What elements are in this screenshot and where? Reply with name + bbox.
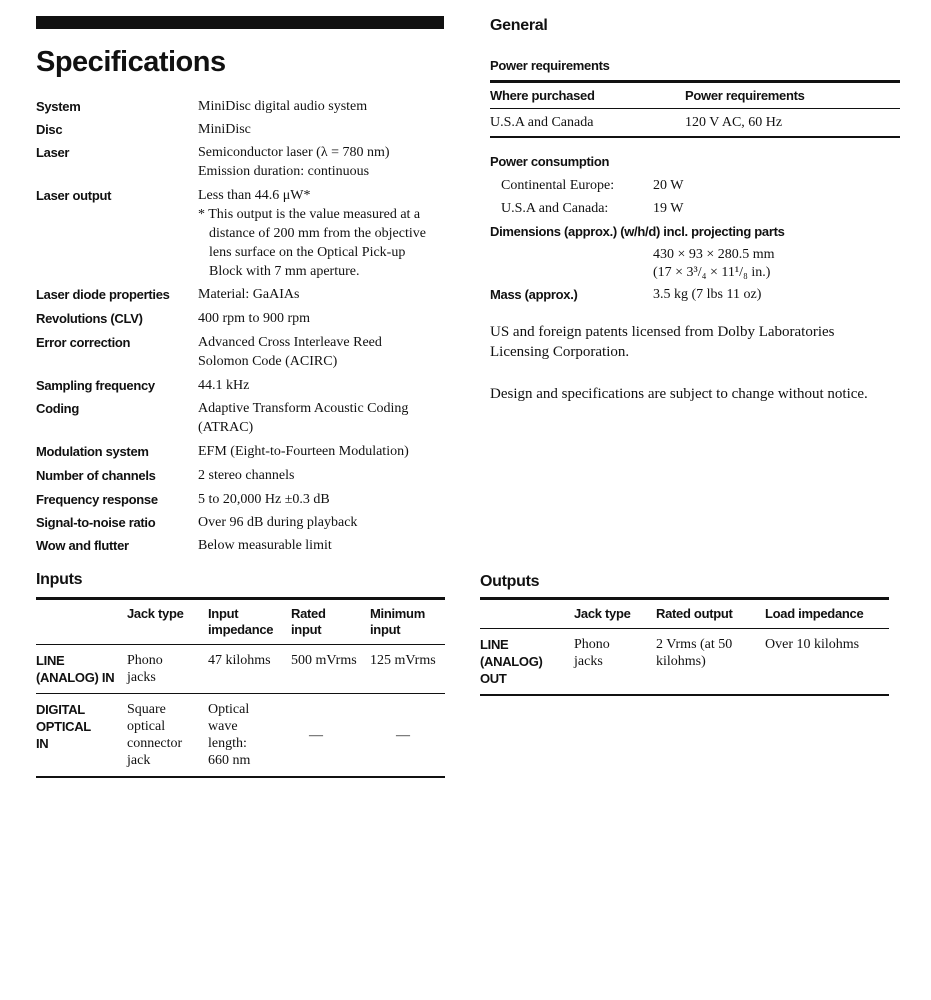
spec-row-coding bbox=[36, 399, 444, 437]
table-row bbox=[36, 694, 445, 778]
spec-value bbox=[198, 285, 450, 304]
spec-label: Error correction bbox=[36, 335, 131, 350]
region-label: U.S.A and Canada: bbox=[501, 201, 609, 216]
spec-value-line: Material: GaAIAs bbox=[198, 287, 300, 302]
spec-value bbox=[198, 399, 450, 437]
title-rule bbox=[36, 16, 444, 29]
cell-text: Phono jacks bbox=[574, 637, 610, 669]
outputs-header-cell bbox=[480, 599, 574, 629]
spec-value-line: (ATRAC) bbox=[198, 420, 254, 435]
spec-label: Coding bbox=[36, 401, 79, 416]
table-cell: Over 10 kilohms bbox=[765, 637, 860, 652]
header-input-impedance: Input impedance bbox=[208, 606, 274, 637]
power-header-cell: Where purchased bbox=[490, 88, 595, 103]
dimensions-values bbox=[653, 246, 900, 282]
header-rated-input: Rated input bbox=[291, 606, 326, 637]
spec-label: Disc bbox=[36, 122, 63, 137]
spec-value-line: 5 to 20,000 Hz ±0.3 dB bbox=[198, 492, 330, 507]
spec-label: Signal-to-noise ratio bbox=[36, 515, 156, 530]
inputs-heading: Inputs bbox=[36, 571, 83, 588]
spec-value-line: Emission duration: continuous bbox=[198, 164, 370, 179]
table-cell: U.S.A and Canada bbox=[490, 115, 594, 130]
spec-value-line: Below measurable limit bbox=[198, 538, 332, 553]
row-label-text: LINE (ANALOG) OUT bbox=[480, 637, 543, 686]
table-row bbox=[480, 629, 889, 696]
outputs-header-cell: Jack type bbox=[574, 606, 631, 621]
spec-value bbox=[198, 309, 450, 328]
outputs-header-cell: Rated output bbox=[656, 606, 733, 621]
spec-value bbox=[198, 513, 450, 532]
left-column bbox=[36, 16, 444, 555]
table-row bbox=[36, 645, 445, 694]
table-cell: 47 kilohms bbox=[208, 653, 271, 668]
notice-text: Design and specifications are subject to change without notice. bbox=[490, 386, 868, 402]
cell-text: Optical wave length: 660 nm bbox=[208, 702, 251, 768]
dimensions-in: (17 × 3³/₄ × 11¹/₈ in.) bbox=[653, 265, 771, 280]
spec-value-line: Less than 44.6 μW* bbox=[198, 188, 311, 203]
mass-value: 3.5 kg (7 lbs 11 oz) bbox=[653, 287, 762, 302]
power-consumption-list bbox=[490, 174, 900, 220]
spec-value-line: EFM (Eight-to-Fourteen Modulation) bbox=[198, 444, 409, 459]
spec-row-laser bbox=[36, 143, 444, 181]
spec-label: Laser bbox=[36, 145, 70, 160]
cell-text: Phono jacks bbox=[127, 653, 163, 685]
right-column bbox=[490, 16, 900, 404]
general-heading: General bbox=[490, 17, 548, 34]
spec-row-system bbox=[36, 97, 444, 116]
spec-value-line: Semiconductor laser (λ = 780 nm) bbox=[198, 145, 390, 160]
list-item bbox=[490, 174, 900, 197]
spec-row-snr bbox=[36, 513, 444, 532]
region-value: 20 W bbox=[653, 178, 684, 193]
footnote-line: lens surface on the Optical Pick-up bbox=[209, 245, 406, 260]
inputs-header-cell bbox=[291, 599, 370, 645]
spec-row-sampling bbox=[36, 376, 444, 395]
mass-label: Mass (approx.) bbox=[490, 287, 578, 302]
power-consumption-heading: Power consumption bbox=[490, 154, 610, 169]
spec-label: Number of channels bbox=[36, 468, 156, 483]
table-cell: — bbox=[309, 727, 323, 743]
region-value: 19 W bbox=[653, 201, 684, 216]
spec-label: Frequency response bbox=[36, 492, 158, 507]
spec-label: Revolutions (CLV) bbox=[36, 311, 143, 326]
spec-value-line: MiniDisc bbox=[198, 122, 251, 137]
outputs-header-cell: Load impedance bbox=[765, 606, 864, 621]
list-item bbox=[490, 197, 900, 220]
spec-value bbox=[198, 466, 450, 485]
table-cell bbox=[127, 694, 208, 778]
spec-value bbox=[198, 333, 450, 371]
footnote-line: * This output is the value measured at a bbox=[198, 207, 421, 222]
outputs-section bbox=[480, 573, 889, 696]
power-header-cell: Power requirements bbox=[685, 88, 805, 103]
spec-value bbox=[198, 120, 450, 139]
table-cell bbox=[574, 629, 656, 696]
spec-label: Modulation system bbox=[36, 444, 149, 459]
inputs-table bbox=[36, 597, 445, 778]
spec-row-laser-diode bbox=[36, 285, 444, 304]
row-label bbox=[480, 629, 574, 696]
row-label-text: DIGITAL OPTICAL IN bbox=[36, 702, 91, 751]
spec-value bbox=[198, 186, 450, 281]
header-minimum-input: Minimum input bbox=[370, 606, 425, 637]
spec-label: Laser output bbox=[36, 188, 112, 203]
spec-row-wow-flutter bbox=[36, 536, 444, 555]
spec-row-disc bbox=[36, 120, 444, 139]
spec-row-frequency-response bbox=[36, 490, 444, 509]
inputs-header-cell bbox=[36, 599, 127, 645]
spec-label: Wow and flutter bbox=[36, 538, 129, 553]
power-table bbox=[490, 80, 900, 138]
table-cell bbox=[127, 645, 208, 694]
power-requirements-heading: Power requirements bbox=[490, 58, 610, 73]
spec-label: Laser diode properties bbox=[36, 287, 170, 302]
spec-label: System bbox=[36, 99, 81, 114]
spec-value-line: Over 96 dB during playback bbox=[198, 515, 358, 530]
outputs-header-row bbox=[480, 599, 889, 629]
mass-row bbox=[490, 284, 900, 306]
table-cell: 500 mVrms bbox=[291, 653, 357, 668]
power-header-row bbox=[490, 82, 900, 109]
inputs-header-cell bbox=[370, 599, 445, 645]
table-row bbox=[490, 109, 900, 138]
inputs-header-row bbox=[36, 599, 445, 645]
spec-value-line: 400 rpm to 900 rpm bbox=[198, 311, 310, 326]
spec-value bbox=[198, 536, 450, 555]
dimensions-mm: 430 × 93 × 280.5 mm bbox=[653, 247, 775, 262]
spec-value bbox=[198, 97, 450, 116]
dimensions-heading: Dimensions (approx.) (w/h/d) incl. projecting parts bbox=[490, 224, 785, 239]
spec-value-line: Adaptive Transform Acoustic Coding bbox=[198, 401, 409, 416]
cell-text: Square optical connector jack bbox=[127, 702, 183, 768]
row-label bbox=[36, 694, 127, 778]
spec-value bbox=[198, 490, 450, 509]
page-title: Specifications bbox=[36, 46, 226, 78]
spec-value-line: 44.1 kHz bbox=[198, 378, 250, 393]
spec-value-line: Advanced Cross Interleave Reed bbox=[198, 335, 382, 350]
table-cell: 120 V AC, 60 Hz bbox=[685, 115, 783, 130]
spec-value-line: Solomon Code (ACIRC) bbox=[198, 354, 338, 369]
spec-value bbox=[198, 143, 450, 181]
footnote-line: Block with 7 mm aperture. bbox=[209, 264, 360, 279]
inputs-header-cell bbox=[208, 599, 291, 645]
footnote-line: distance of 200 mm from the objective bbox=[209, 226, 426, 241]
row-label-text: LINE (ANALOG) IN bbox=[36, 653, 115, 685]
spec-list bbox=[36, 97, 444, 555]
patent-text: US and foreign patents licensed from Dolby Laboratories Licensing Corporation. bbox=[490, 324, 835, 360]
spec-value bbox=[198, 442, 450, 461]
spec-row-error-correction bbox=[36, 333, 444, 371]
spec-row-laser-output bbox=[36, 186, 444, 281]
table-cell: 125 mVrms bbox=[370, 653, 436, 668]
spec-label: Sampling frequency bbox=[36, 378, 155, 393]
table-cell: — bbox=[396, 727, 410, 743]
outputs-heading: Outputs bbox=[480, 573, 540, 590]
region-label: Continental Europe: bbox=[501, 178, 615, 193]
inputs-section bbox=[36, 571, 445, 778]
spec-value bbox=[198, 376, 450, 395]
outputs-table bbox=[480, 597, 889, 696]
spec-row-revolutions bbox=[36, 309, 444, 328]
row-label bbox=[36, 645, 127, 694]
table-cell bbox=[208, 694, 291, 778]
spec-row-channels bbox=[36, 466, 444, 485]
cell-text: 2 Vrms (at 50 kilohms) bbox=[656, 637, 733, 669]
table-cell bbox=[656, 629, 765, 696]
spec-row-modulation bbox=[36, 442, 444, 461]
spec-value-line: MiniDisc digital audio system bbox=[198, 99, 368, 114]
spec-value-line: 2 stereo channels bbox=[198, 468, 295, 483]
inputs-header-cell: Jack type bbox=[127, 606, 184, 621]
